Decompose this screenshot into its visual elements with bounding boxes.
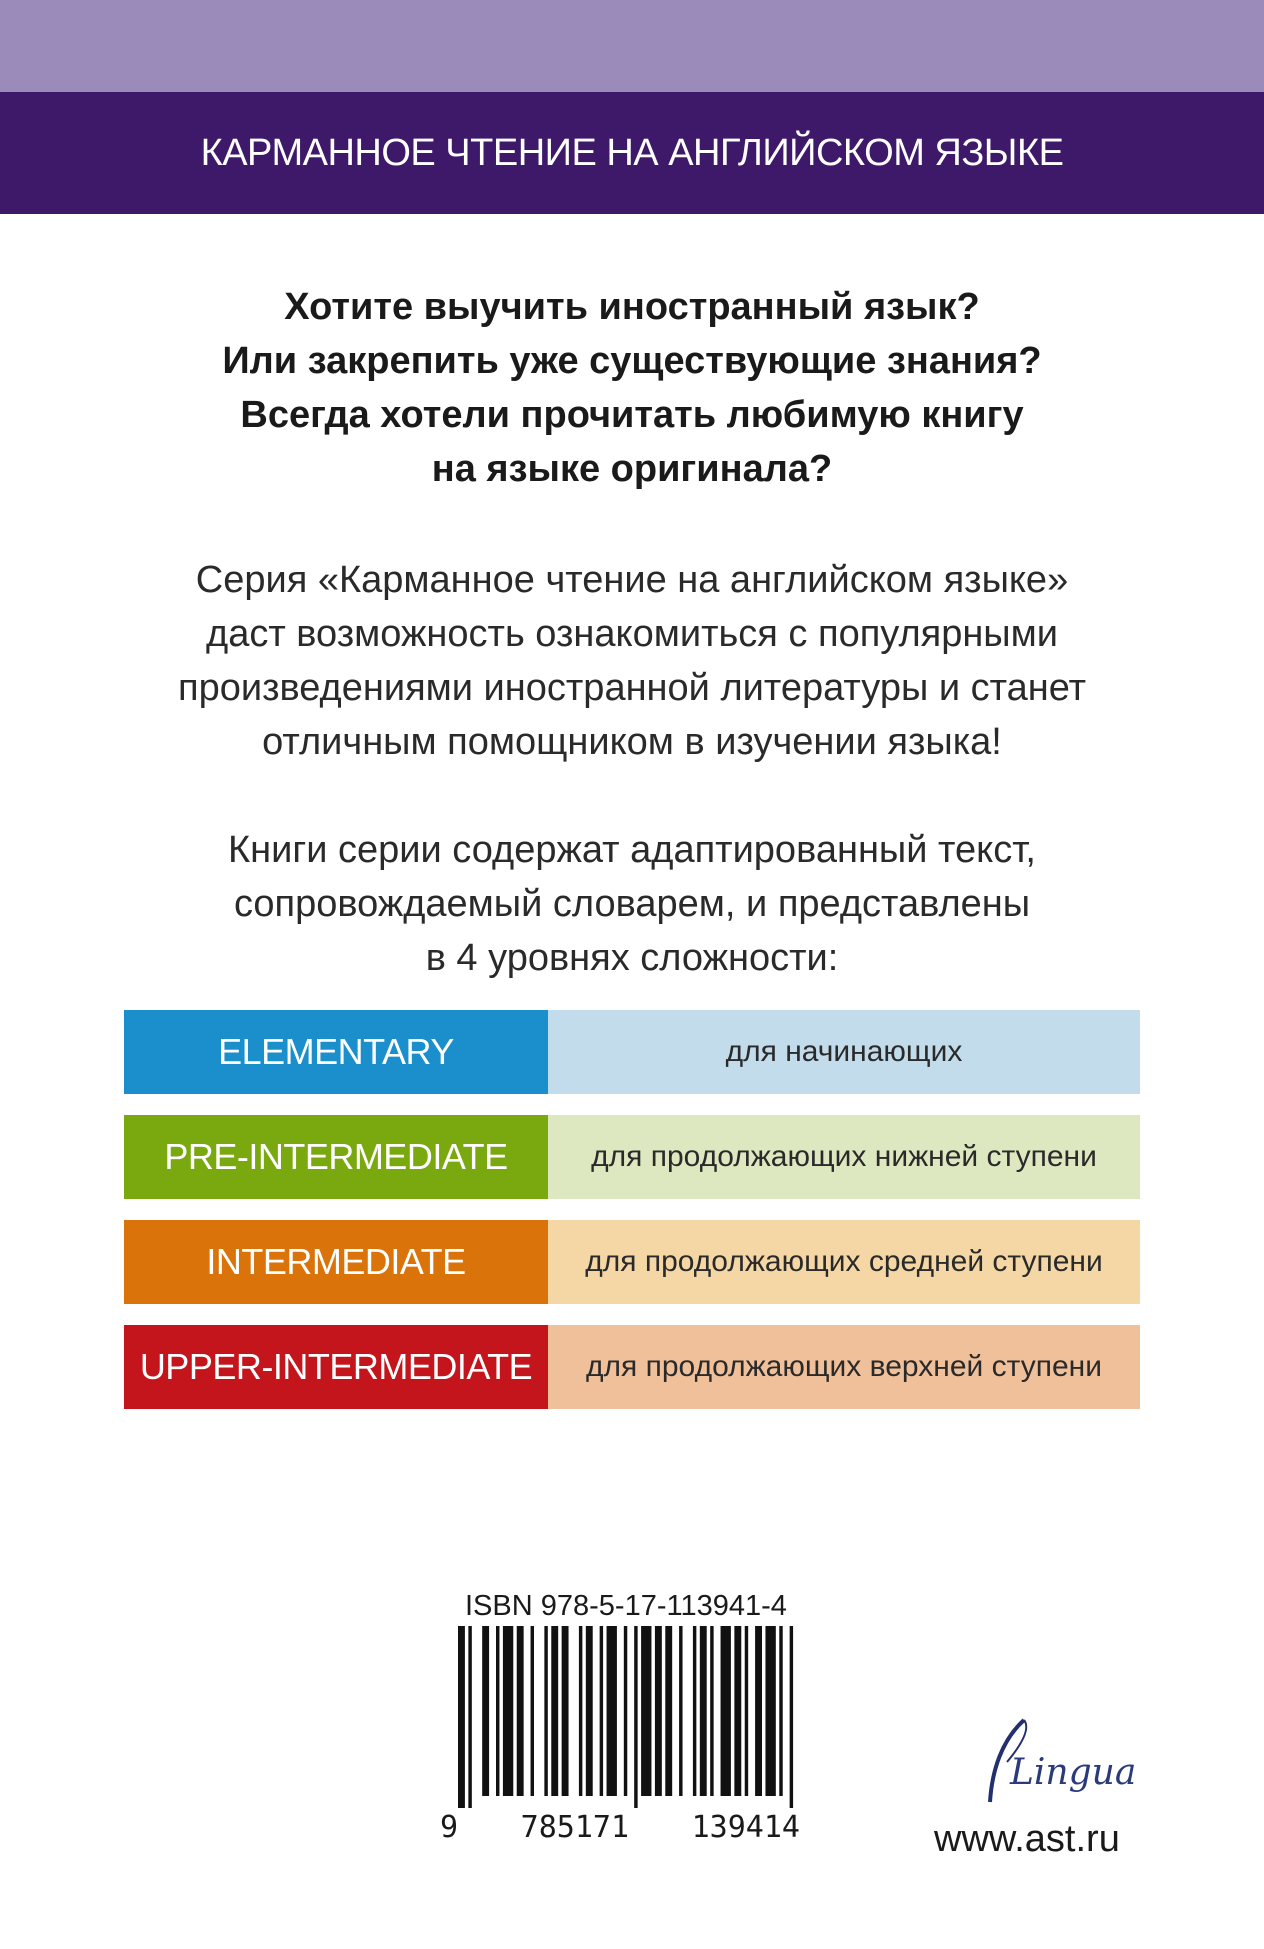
barcode-bar [679, 1626, 682, 1796]
levels-table [124, 1010, 1140, 1430]
paragraph-line: сопровождаемый словарем, и представлены [233, 883, 1031, 925]
barcode-bar [745, 1626, 748, 1796]
barcode-bar [641, 1626, 651, 1796]
levels-intro [0, 823, 1264, 985]
paragraph-line: Серия «Карманное чтение на английском языке» [195, 559, 1069, 601]
barcode-digit-group: 785171 [520, 1810, 630, 1845]
barcode-bar [624, 1626, 627, 1796]
barcode-bar [634, 1626, 637, 1808]
barcode-bar [755, 1626, 762, 1796]
barcode-bar [496, 1626, 499, 1796]
barcode-digit-group: 139414 [691, 1810, 800, 1845]
question-line: Или закрепить уже существующие знания? [222, 340, 1042, 382]
barcode-bar [551, 1626, 558, 1796]
barcode-bar [468, 1626, 471, 1808]
level-row-upper-intermediate [124, 1325, 1140, 1409]
level-name: ELEMENTARY [124, 1010, 548, 1094]
level-description: для начинающих [548, 1010, 1140, 1094]
publisher-website: www.ast.ru [934, 1818, 1120, 1860]
level-description: для продолжающих нижней ступени [548, 1115, 1140, 1199]
barcode-bar [665, 1626, 672, 1796]
level-row-elementary [124, 1010, 1140, 1094]
barcode-bar [790, 1626, 793, 1808]
barcode-bar [586, 1626, 593, 1796]
barcode-bar [531, 1626, 534, 1796]
paragraph-line: даст возможность ознакомиться с популярными [206, 613, 1058, 655]
series-description [0, 553, 1264, 769]
paragraph-line: произведениями иностранной литературы и станет [178, 667, 1086, 709]
barcode-bar [779, 1626, 782, 1796]
paragraph-line: отличным помощником в изучении языка! [262, 721, 1002, 763]
barcode-bar [693, 1626, 696, 1796]
logo-wordmark: Lingua [1010, 1752, 1137, 1793]
barcode-bar [544, 1626, 547, 1796]
barcode-bar [655, 1626, 662, 1796]
barcode-bar [517, 1626, 524, 1796]
barcode [458, 1626, 800, 1808]
paragraph-line: в 4 уровнях сложности: [425, 937, 839, 979]
level-row-intermediate [124, 1220, 1140, 1304]
barcode-bar [607, 1626, 617, 1796]
barcode-bar [700, 1626, 707, 1796]
series-title: КАРМАННОЕ ЧТЕНИЕ НА АНГЛИЙСКОМ ЯЗЫКЕ [200, 131, 1064, 174]
level-description: для продолжающих верхней ступени [548, 1325, 1140, 1409]
level-name: INTERMEDIATE [124, 1220, 548, 1304]
barcode-bar [579, 1626, 582, 1796]
barcode-digit-group: 9 [440, 1810, 459, 1845]
top-color-band [0, 0, 1264, 92]
paragraph-line: Книги серии содержат адаптированный текст, [228, 829, 1036, 871]
barcode-bar [482, 1626, 489, 1796]
barcode-digits [440, 1810, 800, 1845]
intro-questions [0, 280, 1264, 496]
level-row-pre-intermediate [124, 1115, 1140, 1199]
question-line: Всегда хотели прочитать любимую книгу [240, 394, 1024, 436]
barcode-bar [721, 1626, 731, 1796]
barcode-bar [710, 1626, 713, 1796]
level-name: PRE-INTERMEDIATE [124, 1115, 548, 1199]
level-name: UPPER-INTERMEDIATE [124, 1325, 548, 1409]
level-description: для продолжающих средней ступени [548, 1220, 1140, 1304]
barcode-bar [562, 1626, 569, 1796]
barcode-bar [503, 1626, 513, 1796]
barcode-bar [600, 1626, 603, 1796]
question-line: на языке оригинала? [431, 448, 833, 490]
barcode-bar [734, 1626, 741, 1796]
barcode-bar [458, 1626, 465, 1808]
series-banner [0, 92, 1264, 214]
barcode-bar [765, 1626, 775, 1796]
isbn-label: ISBN 978-5-17-113941-4 [465, 1590, 787, 1622]
question-line: Хотите выучить иностранный язык? [284, 286, 980, 328]
